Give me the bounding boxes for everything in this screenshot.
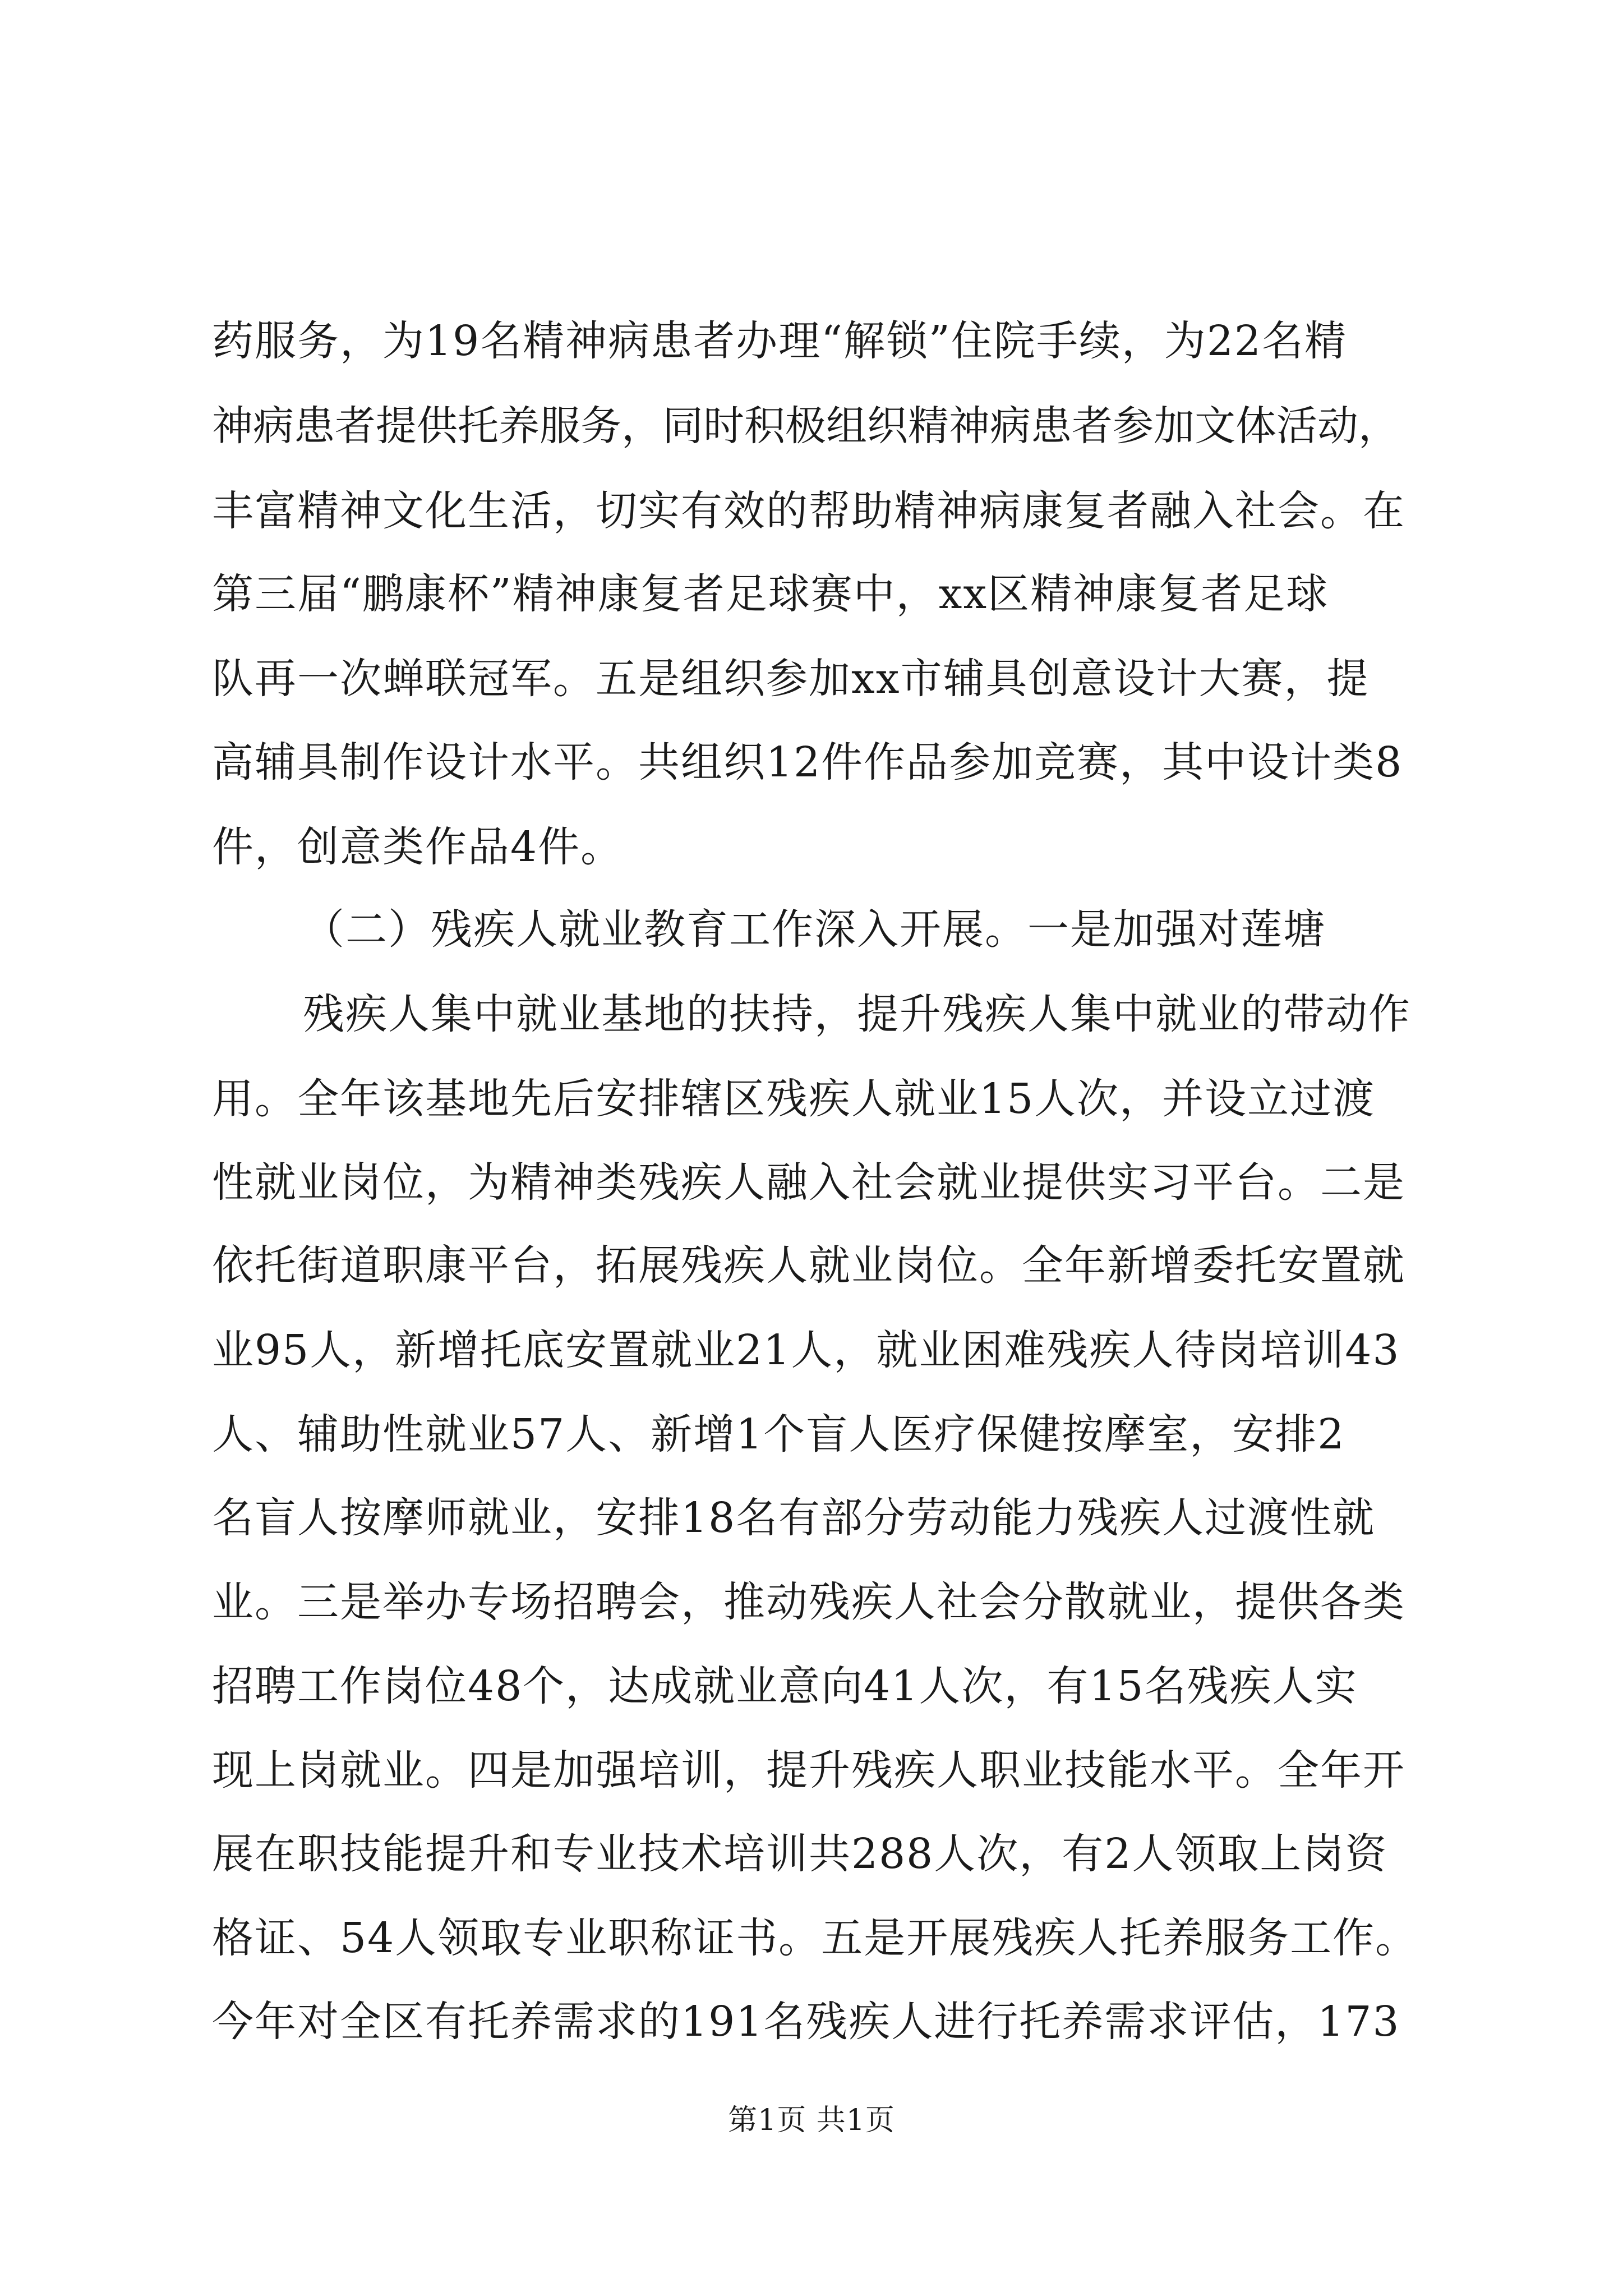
text-line: 现上岗就业。四是加强培训，提升残疾人职业技能水平。全年开 <box>212 1746 1405 1795</box>
text-line: 件，创意类作品4件。 <box>212 823 624 871</box>
text-line: 依托街道职康平台，拓展残疾人就业岗位。全年新增委托安置就 <box>212 1241 1405 1290</box>
text-line: 用。全年该基地先后安排辖区残疾人就业15人次，并设立过渡 <box>212 1075 1376 1123</box>
text-line: 队再一次蝉联冠军。五是组织参加xx市辅具创意设计大赛，提 <box>212 655 1370 703</box>
text-line: 格证、54人领取专业职称证书。五是开展残疾人托养服务工作。 <box>212 1914 1418 1962</box>
text-line: 高辅具制作设计水平。共组织12件作品参加竞赛，其中设计类8 <box>212 738 1403 786</box>
text-line: 今年对全区有托养需求的191名残疾人进行托养需求评估，173 <box>212 1998 1400 2046</box>
page-footer: 第1页 共1页 <box>728 2104 895 2137</box>
text-line: 第三届“鹏康杯”精神康复者足球赛中，xx区精神康复者足球 <box>212 570 1329 618</box>
text-line: 丰富精神文化生活，切实有效的帮助精神病康复者融入社会。在 <box>212 487 1405 535</box>
text-line: 展在职技能提升和专业技术培训共288人次，有2人领取上岗资 <box>212 1830 1388 1878</box>
text-line: 业。三是举办专场招聘会，推动残疾人社会分散就业，提供各类 <box>212 1578 1405 1626</box>
text-line: 名盲人按摩师就业，安排18名有部分劳动能力残疾人过渡性就 <box>212 1494 1376 1542</box>
text-line: 招聘工作岗位48个，达成就业意向41人次，有15名残疾人实 <box>212 1662 1358 1710</box>
text-line: 业95人，新增托底安置就业21人，就业困难残疾人待岗培训43 <box>212 1326 1400 1374</box>
text-line: 性就业岗位，为精神类残疾人融入社会就业提供实习平台。二是 <box>212 1158 1405 1207</box>
text-line: 神病患者提供托养服务，同时积极组织精神病患者参加文体活动， <box>212 402 1399 450</box>
text-line: 人、辅助性就业57人、新增1个盲人医疗保健按摩室，安排2 <box>212 1410 1345 1458</box>
section-heading-line: （二）残疾人就业教育工作深入开展。一是加强对莲塘 <box>303 905 1326 954</box>
text-line: 药服务，为19名精神病患者办理“解锁”住院手续，为22名精 <box>212 317 1347 365</box>
text-line: 残疾人集中就业基地的扶持，提升残疾人集中就业的带动作 <box>303 990 1411 1038</box>
